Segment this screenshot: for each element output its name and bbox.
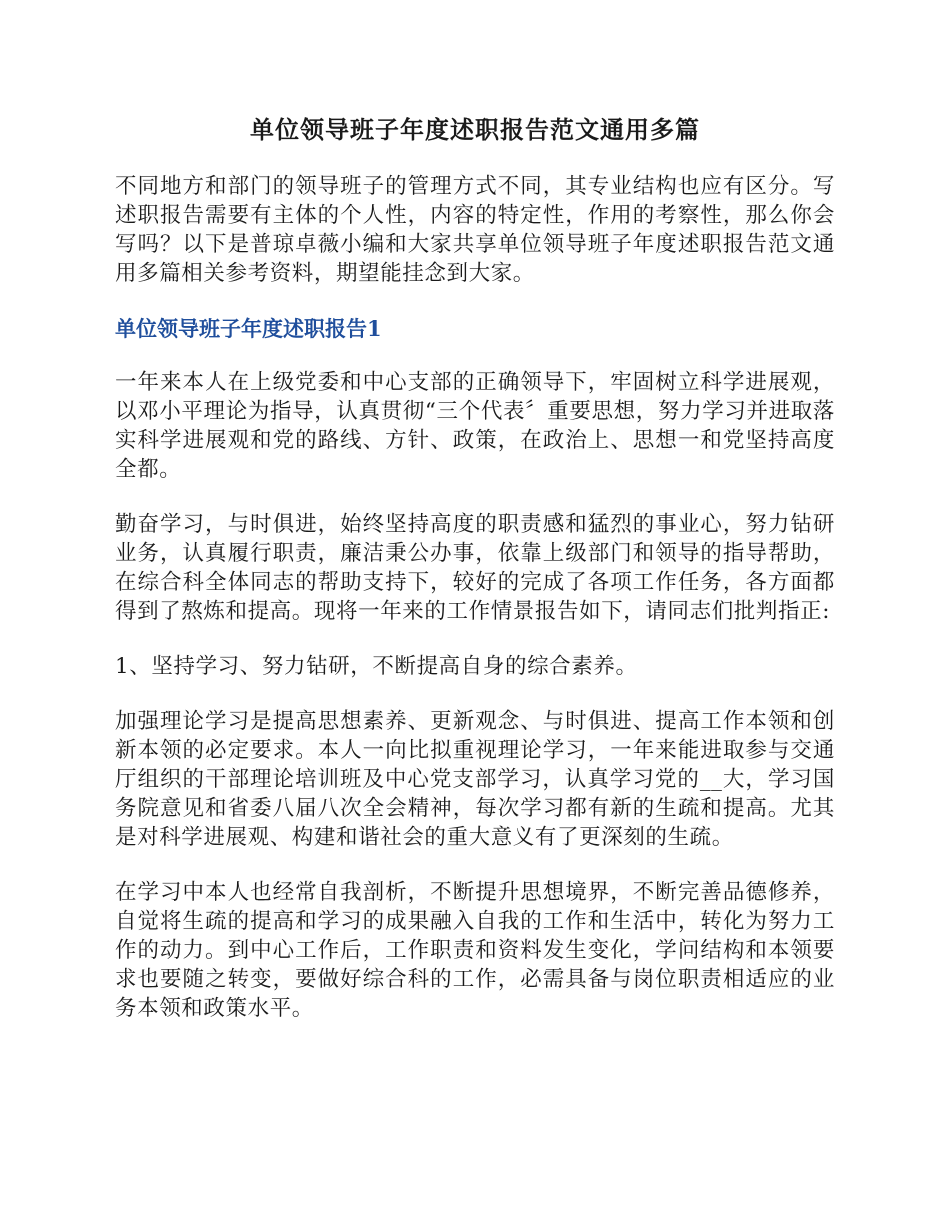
body-paragraph-2: 勤奋学习，与时俱进，始终坚持高度的职责感和猛烈的事业心，努力钻研业务，认真履行职责，廉洁秉公办事，依靠上级部门和领导的指导帮助，在综合科全体同志的帮助支持下，较好的完成了各项工作任务，各方面都得到了熬炼和提高。现将一年来的工作情景报告如下，请同志们批判指正:	[115, 512, 835, 624]
section-heading: 单位领导班子年度述职报告1	[115, 316, 382, 341]
body-paragraph-4: 在学习中本人也经常自我剖析，不断提升思想境界，不断完善品德修养，自觉将生疏的提高和学习的成果融入自我的工作和生活中，转化为努力工作的动力。到中心工作后，工作职责和资料发生变化，学问结构和本领要求也要随之转变，要做好综合科的工作，必需具备与岗位职责相适应的业务本领和政策水平。	[115, 880, 835, 1021]
body-paragraph-1: 一年来本人在上级党委和中心支部的正确领导下，牢固树立科学进展观，以邓小平理论为指导，认真贯彻“三个代表〞重要思想，努力学习并进取落实科学进展观和党的路线、方针、政策，在政治上、思想一和党坚持高度全都。	[115, 370, 835, 482]
document-page	[115, 112, 835, 1023]
document-title: 单位领导班子年度述职报告范文通用多篇	[250, 115, 700, 144]
body-paragraph-3: 加强理论学习是提高思想素养、更新观念、与时俱进、提高工作本领和创新本领的必定要求。本人一向比拟重视理论学习，一年来能进取参与交通厅组织的干部理论培训班及中心党支部学习，认真学习党的__大，学习国务院意见和省委八届八次全会精神，每次学习都有新的生疏和提高。尤其是对科学进展观、构建和谐社会的重大意义有了更深刻的生疏。	[115, 709, 835, 850]
intro-paragraph: 不同地方和部门的领导班子的管理方式不同，其专业结构也应有区分。写述职报告需要有主体的个人性，内容的特定性，作用的考察性，那么你会写吗？以下是普琼卓薇小编和大家共享单位领导班子年度述职报告范文通用多篇相关参考资料，期望能挂念到大家。	[115, 174, 835, 286]
list-item-1: 1、坚持学习、努力钻研，不断提高自身的综合素养。	[115, 654, 638, 679]
